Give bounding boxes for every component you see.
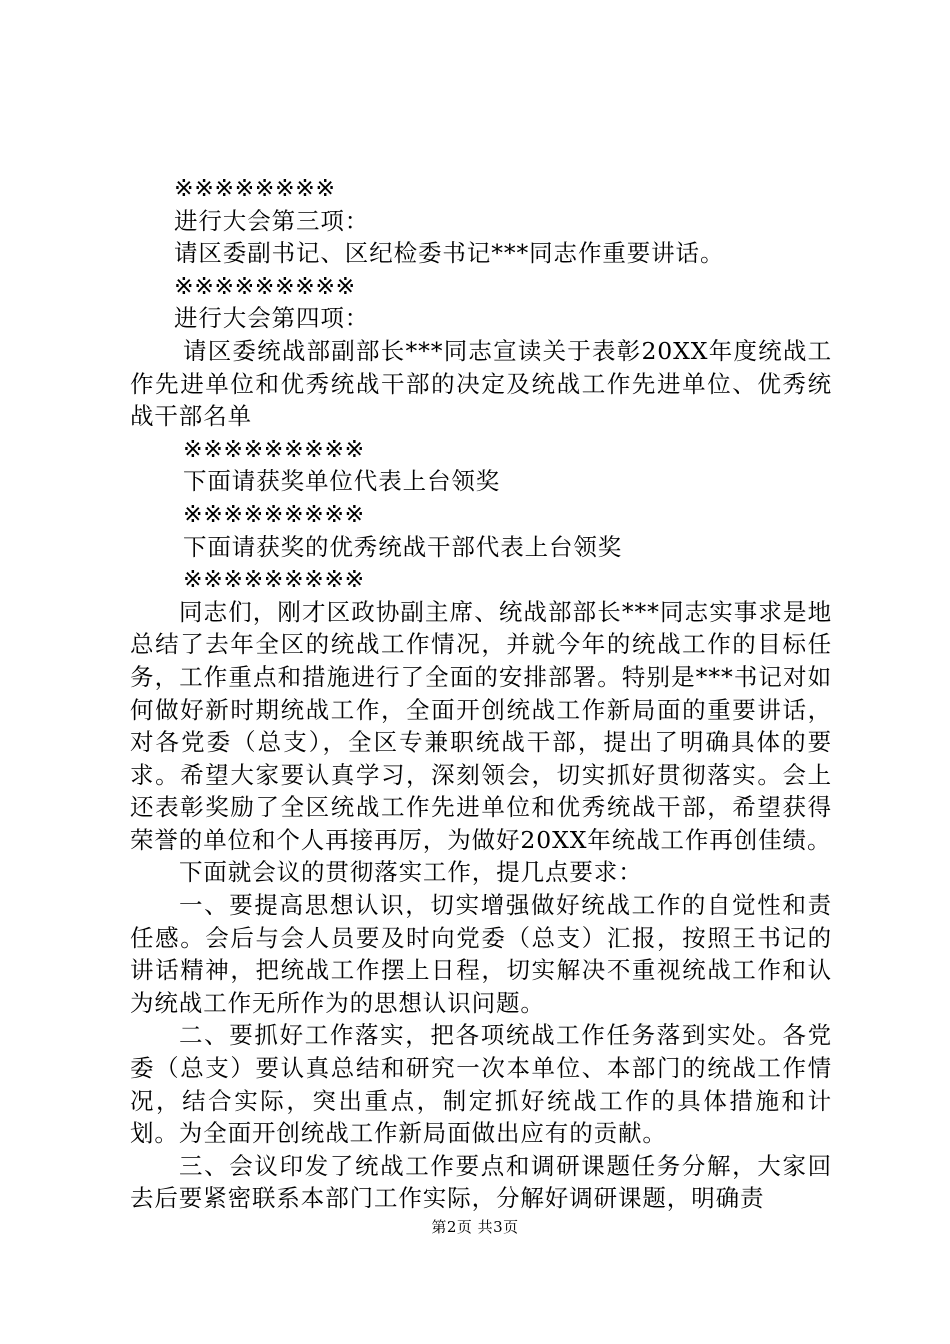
separator-marks: ※※※※※※※※※ xyxy=(174,271,356,300)
separator-marks: ※※※※※※※※※ xyxy=(183,434,365,463)
requirement-two: 二、要抓好工作落实，把各项统战工作任务落到实处。各党委（总支）要认真总结和研究一次本单位、本部门的统战工作情况，结合实际，突出重点，制定抓好统战工作的具体措施和计划。为全面开创统战工作新局面做出应有的贡献。 xyxy=(130,1021,832,1148)
award-units-text: 下面请获奖单位代表上台领奖 xyxy=(183,467,501,496)
page-footer: 第2页 共3页 xyxy=(431,1218,519,1236)
agenda-item-four-text: 请区委统战部副部长***同志宣读关于表彰20XX年度统战工作先进单位和优秀统战干部的决定及统战工作先进单位、优秀统战干部名单 xyxy=(130,336,832,431)
agenda-item-three-heading: 进行大会第三项： xyxy=(174,206,370,235)
agenda-item-three-text: 请区委副书记、区纪检委书记***同志作重要讲话。 xyxy=(174,239,725,268)
separator-marks: ※※※※※※※※ xyxy=(174,174,336,202)
separator-marks: ※※※※※※※※※ xyxy=(183,499,365,528)
separator-marks: ※※※※※※※※※ xyxy=(183,565,365,594)
requirement-one: 一、要提高思想认识，切实增强做好统战工作的自觉性和责任感。会后与会人员要及时向党委（总支）汇报，按照王书记的讲话精神，把统战工作摆上日程，切实解决不重视统战工作和认为统战工作无所作为的思想认识问题。 xyxy=(130,891,832,1017)
document-body xyxy=(130,172,832,1215)
requirement-three: 三、会议印发了统战工作要点和调研课题任务分解，大家回去后要紧密联系本部门工作实际，分解好调研课题，明确责 xyxy=(130,1151,832,1213)
agenda-item-four-heading: 进行大会第四项： xyxy=(174,304,370,333)
summary-paragraph: 同志们，刚才区政协副主席、统战部部长***同志实事求是地总结了去年全区的统战工作情况，并就今年的统战工作的目标任务，工作重点和措施进行了全面的安排部署。特别是***书记对如何做好新时期统战工作，全面开创统战工作新局面的重要讲话，对各党委（总支），全区专兼职统战干部，提出了明确具体的要求。希望大家要认真学习，深刻领会，切实抓好贯彻落实。会上还表彰奖励了全区统战工作先进单位和优秀统战干部，希望获得荣誉的单位和个人再接再厉，为做好20XX年统战工作再创佳绩。 xyxy=(130,597,832,854)
award-cadres-text: 下面请获奖的优秀统战干部代表上台领奖 xyxy=(183,532,623,561)
requirements-intro: 下面就会议的贯彻落实工作，提几点要求： xyxy=(179,858,643,887)
